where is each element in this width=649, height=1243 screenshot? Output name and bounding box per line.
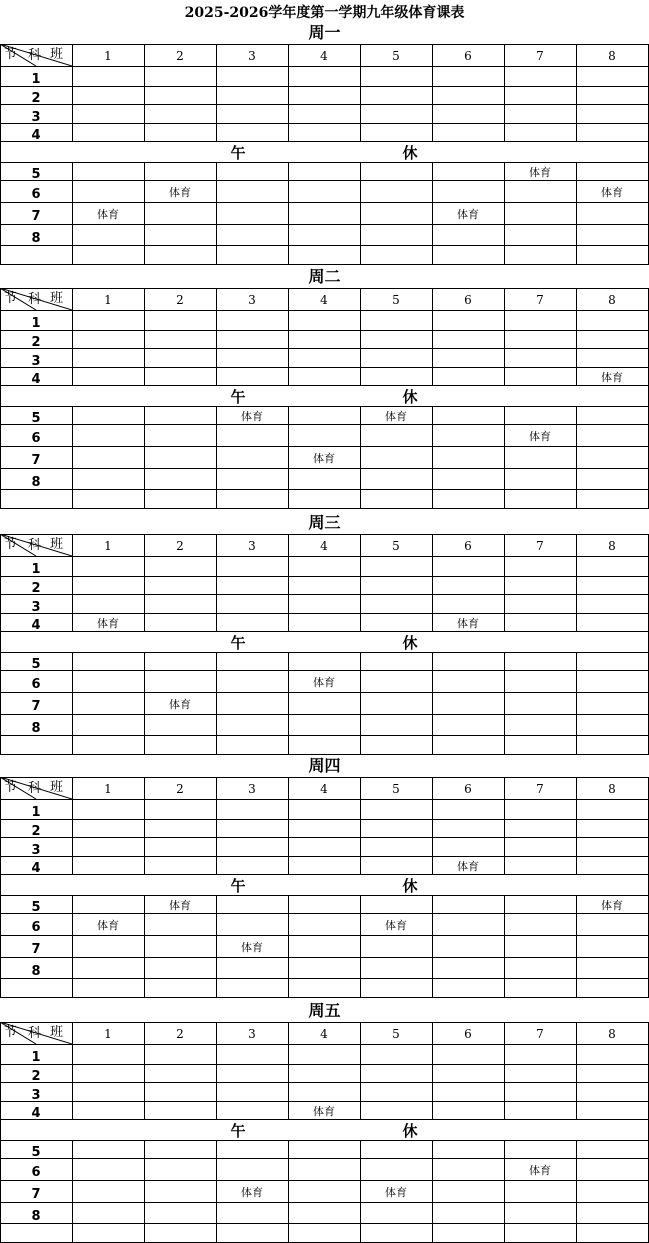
grid-line (0, 997, 649, 998)
class-header: 4 (320, 781, 328, 796)
corner-label-period: 节 (4, 537, 18, 552)
class-header: 1 (104, 292, 112, 307)
day-title: 周五 (308, 1001, 341, 1020)
period-number: 7 (31, 699, 41, 714)
class-header: 5 (392, 1026, 400, 1041)
pe-class-cell: 体育 (313, 451, 335, 465)
grid-line (0, 367, 649, 368)
grid-line (0, 799, 649, 800)
grid-line (576, 1140, 577, 1243)
period-number: 6 (31, 187, 41, 202)
class-header: 6 (464, 1026, 472, 1041)
grid-line (0, 556, 649, 557)
class-header: 3 (248, 781, 256, 796)
corner-label-class: 班 (50, 1025, 64, 1040)
corner-label-period: 节 (4, 291, 18, 306)
day-grid (0, 534, 649, 755)
corner-label-subject: 科 (28, 292, 42, 307)
period-number: 4 (31, 618, 41, 633)
class-header: 5 (392, 292, 400, 307)
period-number: 7 (31, 453, 41, 468)
class-header: 4 (320, 48, 328, 63)
grid-line (144, 1140, 145, 1243)
pe-class-cell: 体育 (241, 409, 263, 423)
period-number: 3 (31, 109, 41, 125)
grid-line (0, 66, 649, 67)
period-number: 2 (31, 91, 41, 106)
period-number: 5 (31, 1145, 41, 1160)
period-number: 6 (31, 1165, 41, 1180)
period-number: 3 (31, 599, 41, 615)
class-header: 8 (608, 48, 616, 63)
class-header: 1 (104, 1026, 112, 1041)
period-number: 7 (31, 209, 41, 224)
pe-class-cell: 体育 (385, 1185, 407, 1199)
period-number: 3 (31, 842, 41, 858)
grid-line (288, 162, 289, 265)
class-header: 7 (536, 538, 544, 553)
class-header: 2 (176, 781, 184, 796)
period-number: 5 (31, 167, 41, 182)
grid-line (288, 895, 289, 998)
pe-class-cell: 体育 (97, 207, 119, 221)
pe-class-cell: 体育 (457, 859, 479, 873)
day-grid (0, 44, 649, 265)
class-header: 2 (176, 1026, 184, 1041)
grid-line (432, 895, 433, 998)
grid-line (0, 874, 649, 875)
pe-class-cell: 体育 (97, 616, 119, 630)
grid-line (0, 264, 649, 265)
grid-line (0, 1223, 649, 1224)
grid-line (0, 123, 649, 124)
grid-line (0, 310, 649, 311)
day-grid (0, 777, 649, 998)
corner-label-class: 班 (50, 291, 64, 306)
day-title: 周三 (308, 513, 341, 532)
noon-label: 休 (402, 387, 418, 406)
day-grid (0, 1022, 649, 1243)
period-number: 8 (31, 1208, 41, 1224)
class-header: 4 (320, 1026, 328, 1041)
pe-class-cell: 体育 (601, 185, 623, 199)
class-header: 2 (176, 48, 184, 63)
class-header: 7 (536, 781, 544, 796)
grid-line (0, 576, 649, 577)
class-header: 6 (464, 538, 472, 553)
class-header: 2 (176, 538, 184, 553)
period-number: 4 (31, 128, 41, 143)
grid-line (216, 652, 217, 755)
grid-line (576, 406, 577, 509)
grid-line (0, 652, 649, 653)
pe-class-cell: 体育 (241, 1185, 263, 1199)
class-header: 5 (392, 48, 400, 63)
pe-class-cell: 体育 (529, 429, 551, 443)
period-number: 8 (31, 720, 41, 736)
grid-line (0, 489, 649, 490)
grid-line (0, 1202, 649, 1203)
grid-line (72, 895, 73, 998)
grid-line (0, 1082, 649, 1083)
class-header: 3 (248, 48, 256, 63)
grid-line (0, 1119, 649, 1120)
corner-label-class: 班 (50, 537, 64, 552)
noon-label: 午 (230, 633, 246, 652)
corner-label-period: 节 (4, 47, 18, 62)
period-number: 8 (31, 474, 41, 490)
grid-line (0, 180, 649, 181)
grid-line (360, 162, 361, 265)
grid-line (0, 406, 649, 407)
day-title: 周四 (308, 756, 341, 775)
class-header: 4 (320, 538, 328, 553)
grid-line (144, 162, 145, 265)
grid-line (0, 935, 649, 936)
noon-label: 休 (402, 876, 418, 895)
day-title: 周一 (308, 23, 341, 42)
grid-line (0, 385, 649, 386)
period-number: 7 (31, 1187, 41, 1202)
period-number: 4 (31, 1106, 41, 1121)
corner-label-subject: 科 (28, 781, 42, 796)
grid-line (504, 1140, 505, 1243)
grid-line (288, 652, 289, 755)
grid-line (432, 406, 433, 509)
period-number: 5 (31, 657, 41, 672)
grid-line (0, 86, 649, 87)
pe-class-cell: 体育 (97, 918, 119, 932)
period-number: 3 (31, 353, 41, 369)
pe-class-cell: 体育 (457, 616, 479, 630)
pe-class-cell: 体育 (313, 675, 335, 689)
grid-line (432, 1140, 433, 1243)
period-number: 1 (31, 562, 41, 577)
period-number: 5 (31, 411, 41, 426)
pe-class-cell: 体育 (169, 185, 191, 199)
grid-line (360, 895, 361, 998)
pe-class-cell: 体育 (385, 918, 407, 932)
period-number: 1 (31, 72, 41, 87)
grid-line (576, 652, 577, 755)
grid-line (0, 735, 649, 736)
class-header: 6 (464, 781, 472, 796)
grid-line (0, 978, 649, 979)
grid-line (0, 957, 649, 958)
pe-class-cell: 体育 (457, 207, 479, 221)
class-header: 7 (536, 292, 544, 307)
class-header: 8 (608, 538, 616, 553)
period-number: 8 (31, 963, 41, 979)
period-number: 8 (31, 230, 41, 246)
class-header: 1 (104, 48, 112, 63)
grid-line (0, 508, 649, 509)
day-grid (0, 288, 649, 509)
period-number: 6 (31, 677, 41, 692)
grid-line (0, 468, 649, 469)
class-header: 7 (536, 48, 544, 63)
corner-label-subject: 科 (28, 1026, 42, 1041)
period-number: 1 (31, 805, 41, 820)
grid-line (72, 1140, 73, 1243)
corner-label-period: 节 (4, 1025, 18, 1040)
period-number: 2 (31, 335, 41, 350)
noon-label: 午 (230, 143, 246, 162)
grid-line (0, 856, 649, 857)
noon-label: 午 (230, 1121, 246, 1140)
grid-line (72, 652, 73, 755)
period-number: 1 (31, 1050, 41, 1065)
class-header: 3 (248, 1026, 256, 1041)
corner-label-subject: 科 (28, 48, 42, 63)
grid-line (504, 895, 505, 998)
noon-label: 午 (230, 876, 246, 895)
period-number: 2 (31, 1069, 41, 1084)
pe-class-cell: 体育 (529, 1163, 551, 1177)
noon-label: 休 (402, 633, 418, 652)
corner-label-class: 班 (50, 780, 64, 795)
grid-line (0, 692, 649, 693)
grid-line (0, 837, 649, 838)
grid-line (504, 652, 505, 755)
grid-line (0, 330, 649, 331)
pe-class-cell: 体育 (169, 697, 191, 711)
pe-class-cell: 体育 (601, 370, 623, 384)
pe-class-cell: 体育 (601, 898, 623, 912)
noon-label: 休 (402, 143, 418, 162)
grid-line (0, 1180, 649, 1181)
class-header: 1 (104, 781, 112, 796)
period-number: 2 (31, 581, 41, 596)
grid-line (0, 631, 649, 632)
class-header: 5 (392, 781, 400, 796)
grid-line (0, 1044, 649, 1045)
class-header: 6 (464, 292, 472, 307)
class-header: 3 (248, 538, 256, 553)
corner-label-class: 班 (50, 47, 64, 62)
pe-class-cell: 体育 (529, 165, 551, 179)
class-header: 7 (536, 1026, 544, 1041)
class-header: 8 (608, 1026, 616, 1041)
grid-line (0, 819, 649, 820)
grid-line (0, 1064, 649, 1065)
class-header: 8 (608, 781, 616, 796)
grid-line (216, 162, 217, 265)
grid-line (0, 895, 649, 896)
grid-line (0, 245, 649, 246)
class-header: 2 (176, 292, 184, 307)
pe-class-cell: 体育 (169, 898, 191, 912)
period-number: 6 (31, 431, 41, 446)
period-number: 7 (31, 942, 41, 957)
corner-label-subject: 科 (28, 538, 42, 553)
class-header: 4 (320, 292, 328, 307)
pe-class-cell: 体育 (385, 409, 407, 423)
class-header: 5 (392, 538, 400, 553)
grid-line (0, 714, 649, 715)
noon-label: 午 (230, 387, 246, 406)
class-header: 3 (248, 292, 256, 307)
grid-line (360, 652, 361, 755)
grid-line (0, 104, 649, 105)
period-number: 2 (31, 824, 41, 839)
period-number: 5 (31, 900, 41, 915)
class-header: 8 (608, 292, 616, 307)
corner-label-period: 节 (4, 780, 18, 795)
period-number: 1 (31, 316, 41, 331)
grid-line (0, 1140, 649, 1141)
pe-class-cell: 体育 (241, 940, 263, 954)
class-header: 1 (104, 538, 112, 553)
noon-label: 休 (402, 1121, 418, 1140)
grid-line (0, 141, 649, 142)
grid-line (0, 594, 649, 595)
grid-line (0, 224, 649, 225)
sheet-title: 2025-2026学年度第一学期九年级体育课表 (184, 5, 465, 21)
grid-line (432, 652, 433, 755)
period-number: 4 (31, 861, 41, 876)
day-title: 周二 (308, 267, 341, 286)
period-number: 4 (31, 372, 41, 387)
grid-line (144, 406, 145, 509)
grid-line (504, 406, 505, 509)
period-number: 6 (31, 920, 41, 935)
grid-line (0, 348, 649, 349)
class-header: 6 (464, 48, 472, 63)
grid-line (288, 1140, 289, 1243)
period-number: 3 (31, 1087, 41, 1103)
grid-line (72, 406, 73, 509)
grid-line (576, 162, 577, 265)
pe-class-cell: 体育 (313, 1104, 335, 1118)
